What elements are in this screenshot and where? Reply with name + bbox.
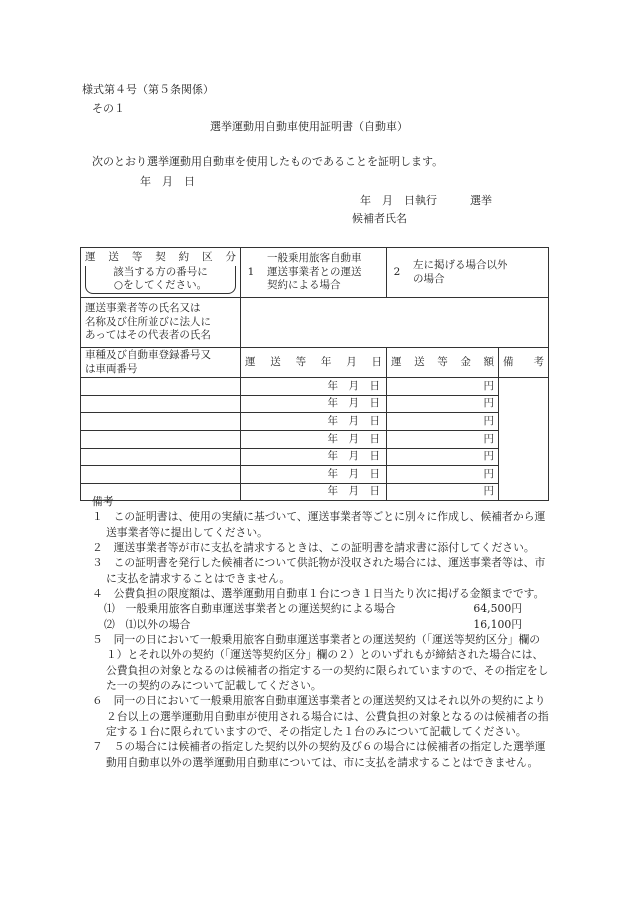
option-2-number: 2 bbox=[393, 265, 401, 278]
date-field[interactable]: 年 月 日 bbox=[241, 378, 387, 396]
vehicle-field[interactable] bbox=[81, 395, 241, 413]
option-1-line-1: 一般乗用旅客自動車 bbox=[267, 252, 362, 265]
date-column-header: 運送等年月日 bbox=[241, 348, 387, 378]
amount-field[interactable]: 円 bbox=[387, 466, 499, 484]
vehicle-label-cell bbox=[81, 348, 241, 378]
contract-option-1[interactable] bbox=[241, 248, 387, 298]
amount-field[interactable]: 円 bbox=[387, 431, 499, 449]
subitem-1-label: ⑴ 一般乗用旅客自動車運送事業者との運送契約による場合 bbox=[104, 602, 396, 616]
table-row bbox=[81, 413, 549, 431]
table-row bbox=[81, 378, 549, 396]
note-item-7: ７ ５の場合には候補者の指定した契約以外の契約及び６の場合には候補者の指定した選挙運動用自動車以外の選挙運動用自動車については、市に支払を請求することはできません。 bbox=[92, 740, 546, 769]
remarks-field[interactable] bbox=[499, 378, 549, 501]
date-field[interactable]: 年 月 日 bbox=[241, 395, 387, 413]
note-item-1: １ この証明書は、使用の実績に基づいて、運送事業者等ごとに別々に作成し、候補者から運送事業者等に提出してください。 bbox=[92, 510, 546, 539]
table-row bbox=[81, 395, 549, 413]
vehicle-field[interactable] bbox=[81, 378, 241, 396]
vehicle-field[interactable] bbox=[81, 413, 241, 431]
vehicle-field[interactable] bbox=[81, 466, 241, 484]
amount-field[interactable]: 円 bbox=[387, 378, 499, 396]
subitem-2-label: ⑵ ⑴以外の場合 bbox=[104, 617, 191, 631]
table-row bbox=[81, 431, 549, 449]
date-field[interactable]: 年 月 日 bbox=[241, 431, 387, 449]
note-subitem-1 bbox=[92, 601, 554, 616]
contract-note-line-1: 該当する方の番号に bbox=[113, 265, 208, 278]
operator-name-field[interactable] bbox=[241, 298, 549, 348]
option-1-number: 1 bbox=[247, 265, 255, 278]
amount-field[interactable]: 円 bbox=[387, 483, 499, 501]
subitem-2-amount: 16,100円 bbox=[473, 617, 522, 631]
operator-label-line-1: 運送事業者等の氏名又は bbox=[85, 302, 201, 315]
amount-field[interactable]: 円 bbox=[387, 395, 499, 413]
option-2-line-1: 左に掲げる場合以外 bbox=[413, 258, 508, 271]
notes-section bbox=[92, 494, 554, 770]
operator-label-line-3: あってはその代表者の氏名 bbox=[85, 329, 211, 342]
operator-label-line-2: 名称及び住所並びに法人に bbox=[85, 315, 211, 328]
candidate-name-label: 候補者氏名 bbox=[352, 212, 407, 225]
form-number: 様式第４号（第５条関係） bbox=[82, 83, 214, 96]
contract-note-line-2: ○をしてください。 bbox=[113, 279, 208, 292]
contract-type-label: 運送等契約区分 bbox=[85, 251, 236, 264]
option-2-line-2: の場合 bbox=[413, 272, 445, 285]
vehicle-label-line-2: は車両番号 bbox=[85, 362, 138, 375]
vehicle-label-line-1: 車種及び自動車登録番号又 bbox=[85, 349, 211, 361]
contract-option-2[interactable] bbox=[387, 248, 549, 298]
contract-type-header bbox=[81, 248, 241, 298]
note-item-2: ２ 運送事業者等が市に支払を請求するときは、この証明書を請求書に添付してください。 bbox=[92, 540, 535, 554]
subitem-1-amount: 64,500円 bbox=[473, 602, 522, 616]
date-field[interactable]: 年 月 日 bbox=[241, 483, 387, 501]
table-row bbox=[81, 448, 549, 466]
table-row bbox=[81, 466, 549, 484]
remarks-column-header: 備考 bbox=[499, 348, 549, 378]
usage-certificate-table bbox=[80, 247, 549, 501]
issue-date-line: 年 月 日 bbox=[140, 175, 195, 188]
vehicle-field[interactable] bbox=[81, 448, 241, 466]
note-item-3: ３ この証明書を発行した候補者について供託物が没収された場合には、運送事業者等は、市に支払を請求することはできません。 bbox=[92, 556, 546, 585]
date-field[interactable]: 年 月 日 bbox=[241, 466, 387, 484]
form-sub-number: その１ bbox=[92, 102, 125, 115]
option-1-line-2: 運送事業者との運送 bbox=[267, 265, 362, 278]
date-field[interactable]: 年 月 日 bbox=[241, 413, 387, 431]
document-title: 選挙運動用自動車使用証明書（自動車） bbox=[210, 120, 408, 133]
amount-field[interactable]: 円 bbox=[387, 413, 499, 431]
note-item-6: ６ 同一の日において一般乗用旅客自動車運送事業者との運送契約又はそれ以外の契約により２台以上の選挙運動用自動車が使用される場合には、公費負担の対象となるのは候補者の指定する１台に限られていますので、その指定した１台のみについて記載してください。 bbox=[92, 694, 549, 738]
amount-column-header: 運送等金額 bbox=[387, 348, 499, 378]
note-item-4: ４ 公費負担の限度額は、選挙運動用自動車１台につき１日当たり次に掲げる金額までです。 bbox=[92, 586, 545, 600]
operator-label-cell bbox=[81, 298, 241, 348]
notes-title: 備考 bbox=[92, 495, 114, 508]
contract-type-instructions bbox=[85, 266, 236, 294]
date-field[interactable]: 年 月 日 bbox=[241, 448, 387, 466]
vehicle-field[interactable] bbox=[81, 431, 241, 449]
note-subitem-2 bbox=[92, 617, 554, 632]
intro-text: 次のとおり選挙運動用自動車を使用したものであることを証明します。 bbox=[92, 155, 444, 168]
election-date-line: 年 月 日執行 選挙 bbox=[360, 194, 492, 207]
note-item-5: ５ 同一の日において一般乗用旅客自動車運送事業者との運送契約（「運送等契約区分」欄の１）とそれ以外の契約（「運送等契約区分」欄の２）とのいずれもが締結された場合には、公費負担の対象となるのは候補者の指定する一の契約に限られていますので、その指定をした一の契約のみについて記載してください。 bbox=[92, 632, 549, 692]
option-1-line-3: 契約による場合 bbox=[267, 279, 341, 292]
amount-field[interactable]: 円 bbox=[387, 448, 499, 466]
